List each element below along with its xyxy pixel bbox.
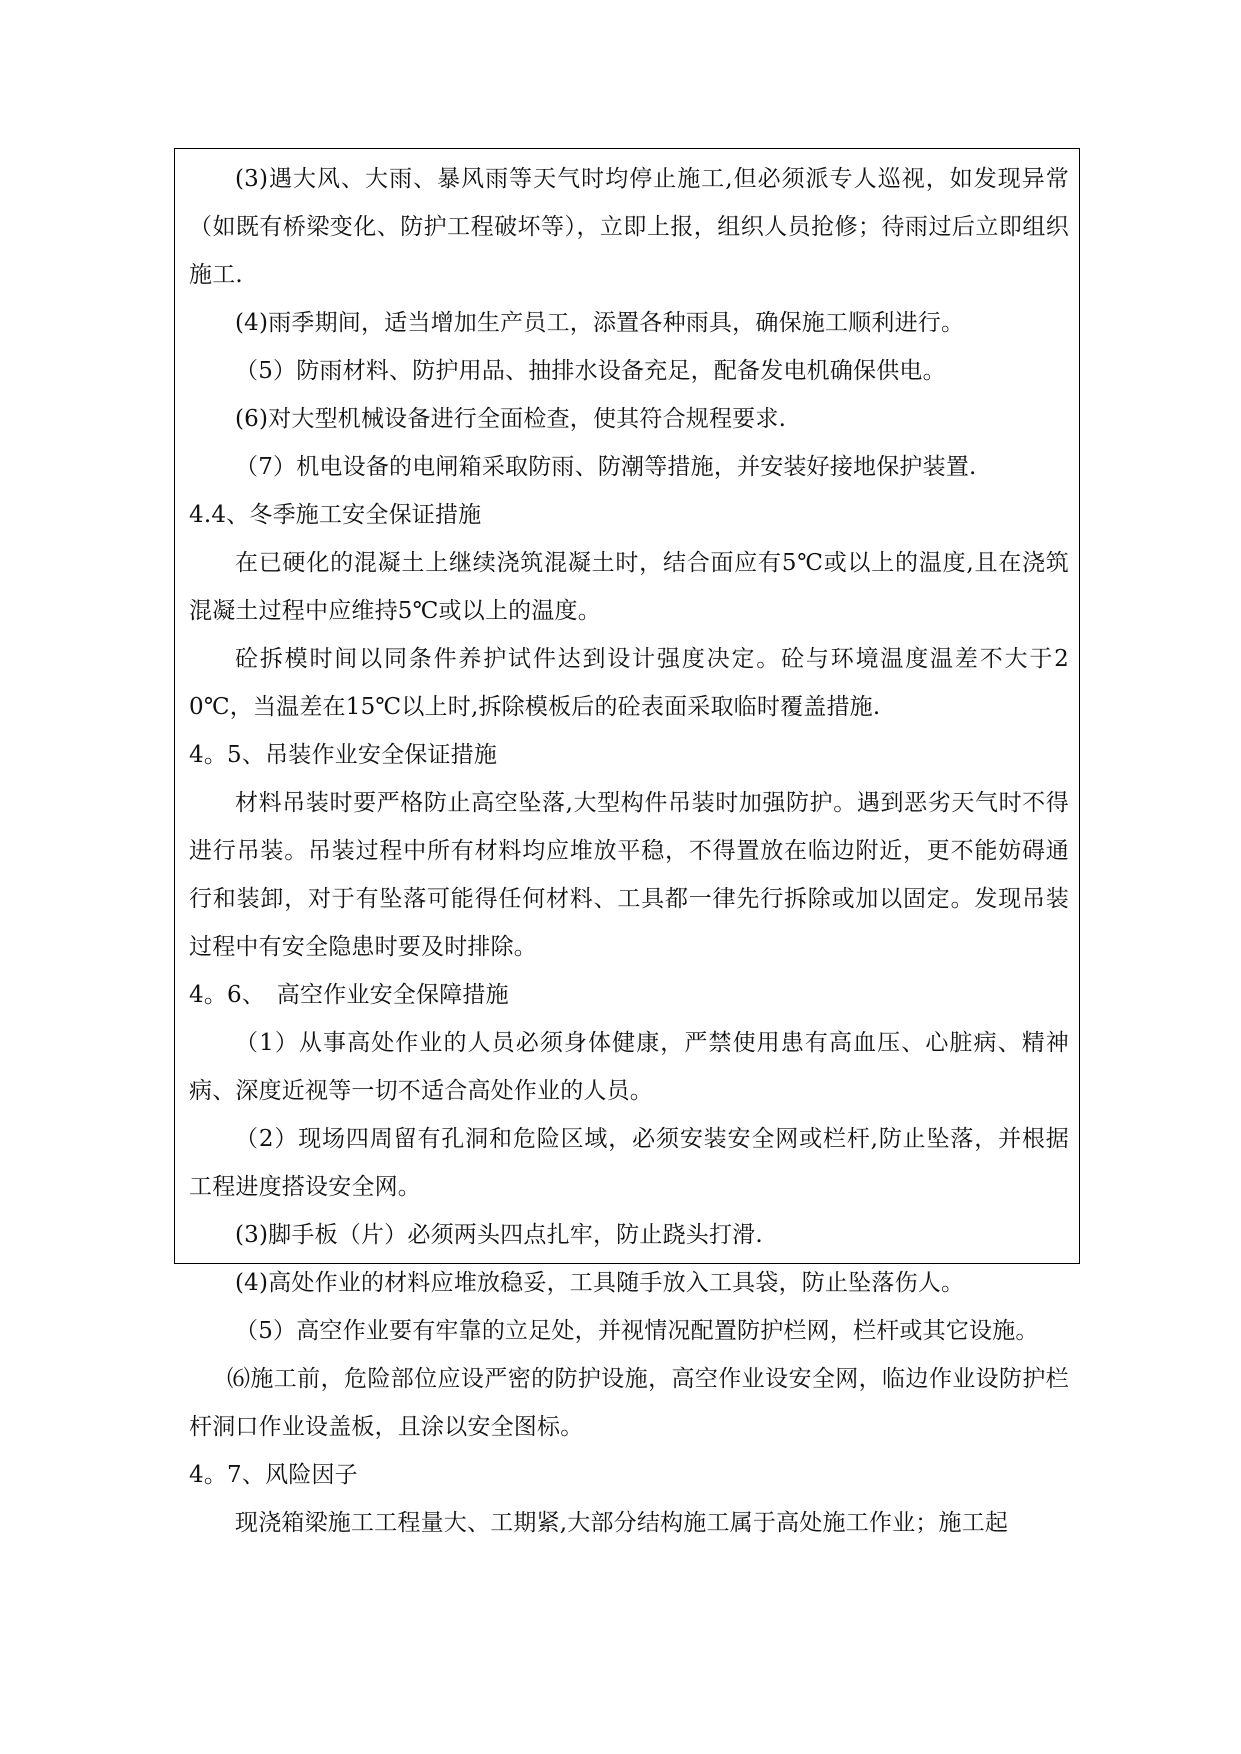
paragraph-height-4: (4)高处作业的材料应堆放稳妥，工具随手放入工具袋，防止坠落伤人。 [235, 1270, 965, 1296]
section-heading-4-6: 4。6、 高空作业安全保障措施 [189, 982, 509, 1008]
paragraph-height-5: （5）高空作业要有牢靠的立足处，并视情况配置防护栏网，栏杆或其它设施。 [235, 1318, 1039, 1344]
paragraph-rain-6: (6)对大型机械设备进行全面检查，使其符合规程要求. [235, 406, 787, 432]
paragraph-rain-7: （7）机电设备的电闸箱采取防雨、防潮等措施，并安装好接地保护装置. [235, 454, 977, 480]
paragraph-rain-4: (4)雨季期间，适当增加生产员工，添置各种雨具，确保施工顺利进行。 [235, 310, 965, 336]
paragraph-height-3: (3)脚手板（片）必须两头四点扎牢，防止跷头打滑. [235, 1222, 763, 1248]
paragraph-winter-1: 在已硬化的混凝土上继续浇筑混凝土时，结合面应有5℃或以上的温度,且在浇筑混凝土过程中应维持5℃或以上的温度。 [189, 550, 1069, 624]
paragraph-winter-2: 砼拆模时间以同条件养护试件达到设计强度决定。砼与环境温度温差不大于20℃，当温差在15℃以上时,拆除模板后的砼表面采取临时覆盖措施. [189, 646, 1069, 720]
document-table-cell [174, 148, 1080, 1536]
paragraph-height-6: ⑹施工前，危险部位应设严密的防护设施，高空作业设安全网，临边作业设防护栏杆洞口作业设盖板，且涂以安全图标。 [189, 1366, 1069, 1440]
paragraph-lifting: 材料吊装时要严格防止高空坠落,大型构件吊装时加强防护。遇到恶劣天气时不得进行吊装。吊装过程中所有材料均应堆放平稳，不得置放在临边附近，更不能妨碍通行和装卸，对于有坠落可能得任何材料、工具都一律先行拆除或加以固定。发现吊装过程中有安全隐患时要及时排除。 [189, 790, 1069, 960]
paragraph-height-1: （1）从事高处作业的人员必须身体健康，严禁使用患有高血压、心脏病、精神病、深度近视等一切不适合高处作业的人员。 [189, 1030, 1069, 1104]
section-heading-4-5: 4。5、吊装作业安全保证措施 [189, 742, 498, 768]
paragraph-rain-5: （5）防雨材料、防护用品、抽排水设备充足，配备发电机确保供电。 [235, 358, 946, 384]
paragraph-risk: 现浇箱梁施工工程量大、工期紧,大部分结构施工属于高处施工作业；施工起 [235, 1510, 1009, 1536]
paragraph-rain-3: (3)遇大风、大雨、暴风雨等天气时均停止施工,但必须派专人巡视，如发现异常（如既有桥梁变化、防护工程破坏等），立即上报，组织人员抢修；待雨过后立即组织施工. [189, 166, 1069, 288]
section-heading-4-4: 4.4、冬季施工安全保证措施 [189, 502, 482, 528]
paragraph-height-2: （2）现场四周留有孔洞和危险区域，必须安装安全网或栏杆,防止坠落，并根据工程进度搭设安全网。 [189, 1126, 1069, 1200]
section-heading-4-7: 4。7、风险因子 [189, 1462, 358, 1488]
